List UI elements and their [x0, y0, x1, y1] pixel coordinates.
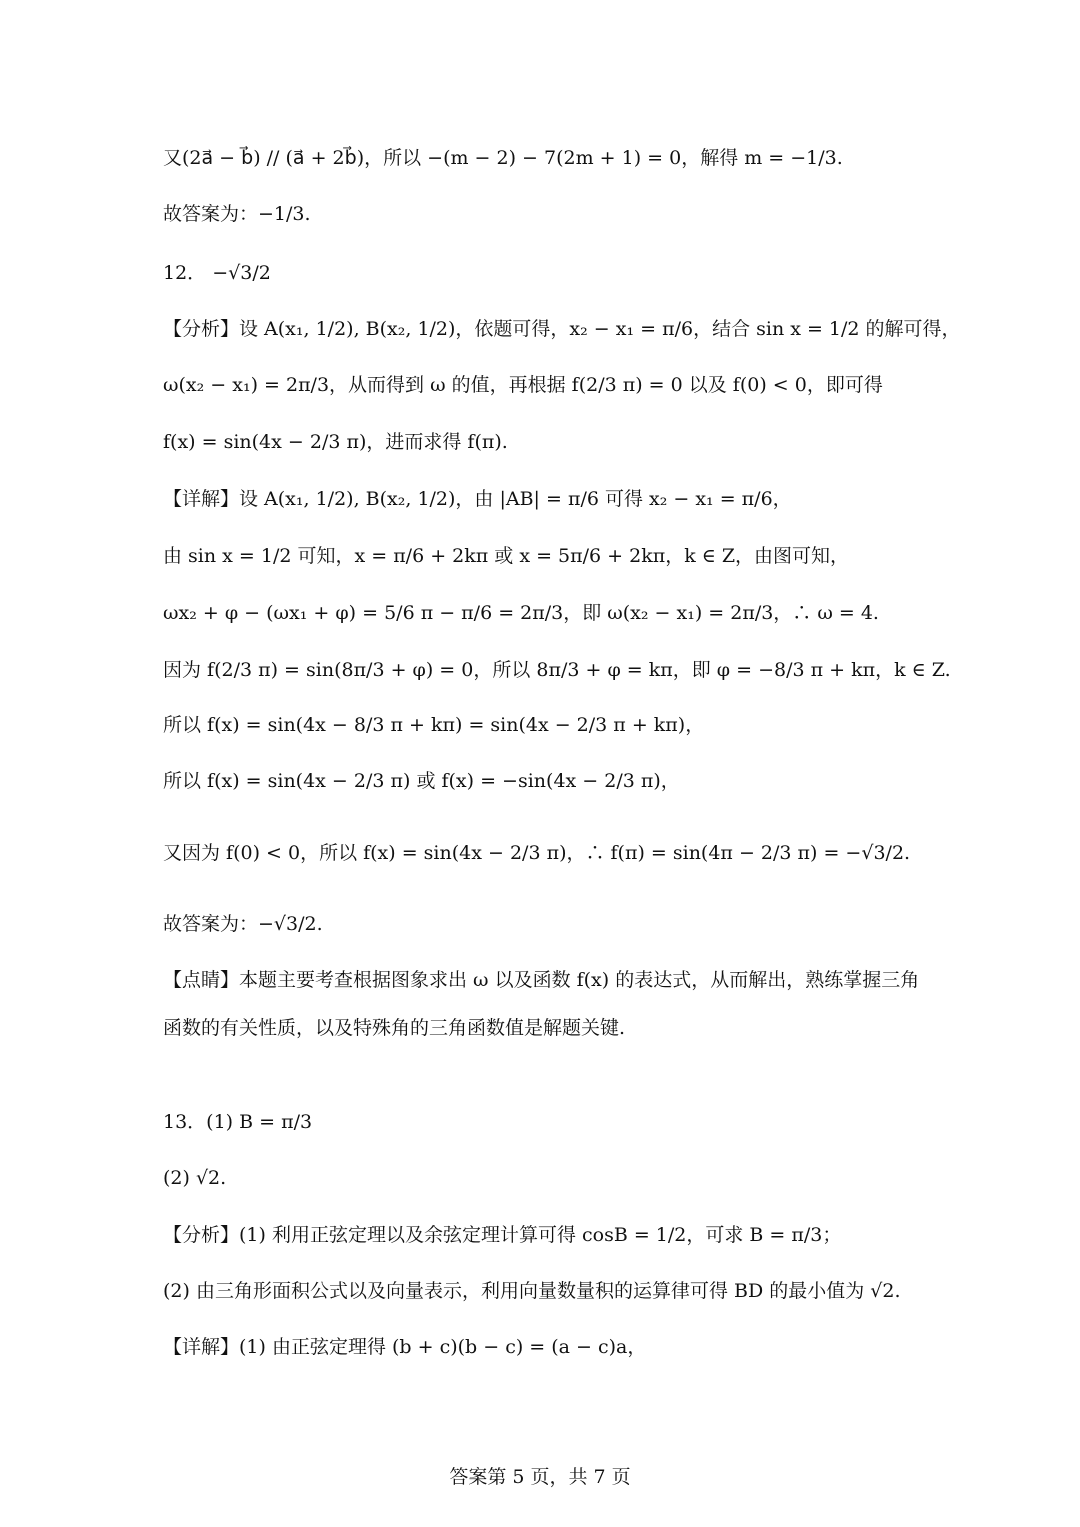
- page-footer: 答案第 5 页，共 7 页: [449, 1466, 631, 1488]
- text-line: ωx₂ + φ − (ωx₁ + φ) = 5/6 π − π/6 = 2π/3，即 ω(x₂ − x₁) = 2π/3，∴ ω = 4.: [163, 602, 879, 624]
- text-line: 由 sin x = 1/2 可知，x = π/6 + 2kπ 或 x = 5π/6 + 2kπ，k ∈ Z，由图可知，: [163, 545, 850, 567]
- detail-line: 【详解】(1) 由正弦定理得 (b + c)(b − c) = (a − c)a，: [163, 1336, 647, 1358]
- text-line: 函数的有关性质，以及特殊角的三角函数值是解题关键.: [163, 1017, 626, 1039]
- text-line: (2) √2.: [163, 1167, 227, 1189]
- text-line: 故答案为：−√3/2.: [163, 913, 323, 935]
- text-line: 所以 f(x) = sin(4x − 8/3 π + kπ) = sin(4x − 2/3 π + kπ)，: [163, 714, 705, 736]
- text-line: f(x) = sin(4x − 2/3 π)，进而求得 f(π).: [163, 431, 508, 453]
- question-13-answer: 13．(1) B = π/3: [163, 1111, 313, 1133]
- analysis-line: 【分析】设 A(x₁, 1/2), B(x₂, 1/2)，依题可得，x₂ − x₁ = π/6，结合 sin x = 1/2 的解可得，: [163, 318, 961, 340]
- comment-line: 【点睛】本题主要考查根据图象求出 ω 以及函数 f(x) 的表达式，从而解出，熟练掌握三角: [163, 969, 920, 991]
- text-line: 又(2a⃗ − b⃗) // (a⃗ + 2b⃗)，所以 −(m − 2) − 7(2m + 1) = 0，解得 m = −1/3.: [163, 147, 843, 169]
- analysis-line: 【分析】(1) 利用正弦定理以及余弦定理计算可得 cosB = 1/2，可求 B = π/3；: [163, 1224, 842, 1246]
- question-12-answer: 12． −√3/2: [163, 262, 271, 284]
- detail-line: 【详解】设 A(x₁, 1/2), B(x₂, 1/2)，由 |AB| = π/6 可得 x₂ − x₁ = π/6，: [163, 488, 792, 510]
- text-line: 因为 f(2/3 π) = sin(8π/3 + φ) = 0，所以 8π/3 + φ = kπ，即 φ = −8/3 π + kπ，k ∈ Z.: [163, 659, 951, 681]
- text-line: 所以 f(x) = sin(4x − 2/3 π) 或 f(x) = −sin(4x − 2/3 π)，: [163, 770, 680, 792]
- text-line: 又因为 f(0) < 0，所以 f(x) = sin(4x − 2/3 π)，∴ f(π) = sin(4π − 2/3 π) = −√3/2.: [163, 842, 911, 864]
- text-line: (2) 由三角形面积公式以及向量表示，利用向量数量积的运算律可得 BD 的最小值为 √2.: [163, 1280, 901, 1302]
- text-line: 故答案为：−1/3.: [163, 203, 311, 225]
- text-line: ω(x₂ − x₁) = 2π/3，从而得到 ω 的值，再根据 f(2/3 π) = 0 以及 f(0) < 0，即可得: [163, 374, 883, 396]
